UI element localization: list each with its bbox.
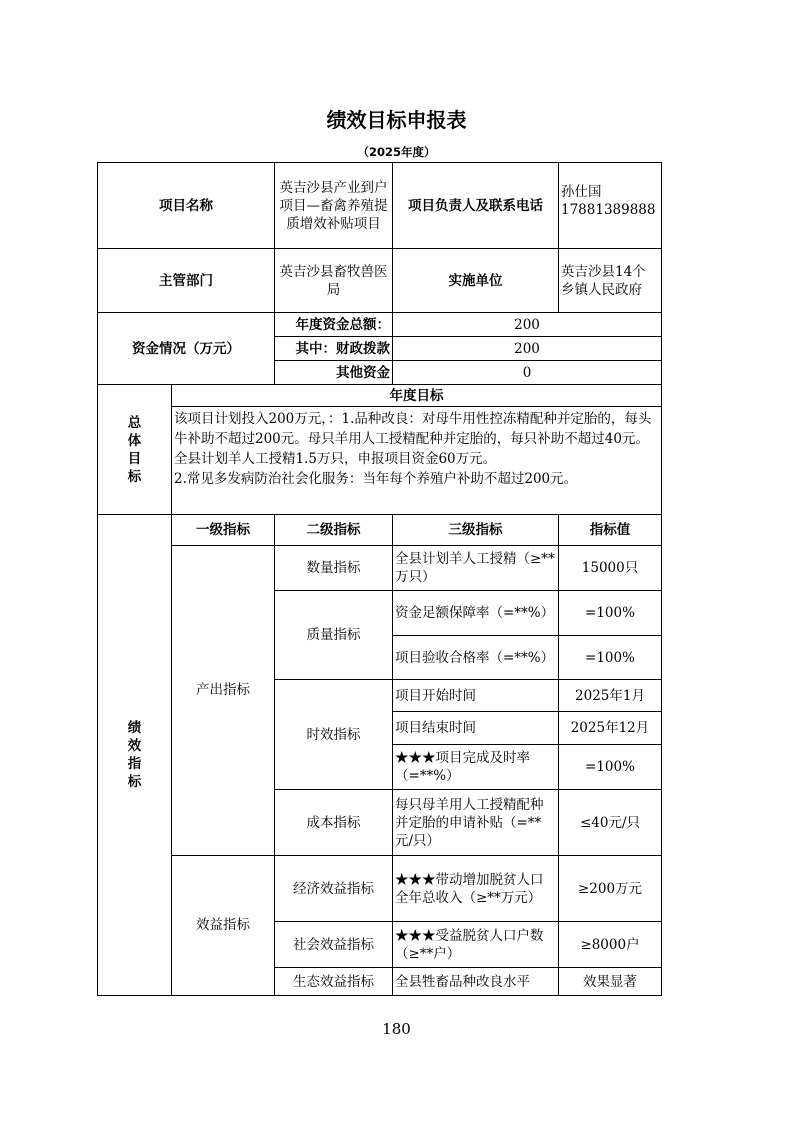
annual-goal-header: 年度目标 <box>172 385 662 407</box>
overall-goal-label: 总体目标 <box>98 385 172 515</box>
funds-other-label: 其他资金 <box>275 361 393 385</box>
performance-form-table <box>97 162 662 996</box>
annual-goal-text <box>172 407 662 515</box>
funds-other-value: 0 <box>393 361 662 385</box>
perf-indicator-label: 绩效指标 <box>98 515 172 996</box>
value-cell: 2025年12月 <box>559 712 662 745</box>
l3-cell: 项目开始时间 <box>393 680 559 712</box>
l2-quantity: 数量指标 <box>275 546 393 591</box>
l3-cell: 项目结束时间 <box>393 712 559 745</box>
perf-header-l2: 二级指标 <box>275 515 393 546</box>
overall-header-row <box>98 385 662 407</box>
overall-text-row <box>98 407 662 515</box>
value-cell: 效果显著 <box>559 968 662 996</box>
funds-row-total <box>98 313 662 337</box>
funds-fiscal-label: 其中：财政拨款 <box>275 337 393 361</box>
page-title: 绩效目标申报表 <box>326 108 467 132</box>
annual-goal-text-1: 该项目计划投入200万元，：1.品种改良：对母牛用性控冻精配种并定胎的，每头牛补助不超过200元。母只羊用人工授精配种并定胎的，每只补助不超过40元。全县计划羊人工授精1.5万只，申报项目资金60万元。 <box>174 411 652 467</box>
table-row <box>98 856 662 922</box>
funds-fiscal-value: 200 <box>393 337 662 361</box>
l2-time: 时效指标 <box>275 680 393 790</box>
value-cell: ≥200万元 <box>559 856 662 922</box>
impl-unit-value: 英吉沙县14个乡镇人民政府 <box>559 249 662 313</box>
perf-header-l1: 一级指标 <box>172 515 275 546</box>
value-cell: =100% <box>559 745 662 790</box>
l2-cost: 成本指标 <box>275 790 393 856</box>
value-cell: =100% <box>559 636 662 680</box>
l3-cell: 全县牲畜品种改良水平 <box>393 968 559 996</box>
l3-cell: 项目验收合格率（=**%） <box>393 636 559 680</box>
perf-header-row <box>98 515 662 546</box>
l2-economic: 经济效益指标 <box>275 856 393 922</box>
l2-ecological: 生态效益指标 <box>275 968 393 996</box>
l3-cell: 每只母羊用人工授精配种并定胎的申请补贴（=**元/只） <box>393 790 559 856</box>
dept-row <box>98 249 662 313</box>
l1-benefit: 效益指标 <box>172 856 275 996</box>
project-name-label: 项目名称 <box>98 163 275 249</box>
l1-output: 产出指标 <box>172 546 275 856</box>
table-row <box>98 546 662 591</box>
annual-goal-text-2: 2.常见多发病防治社会化服务：当年每个养殖户补助不超过200元。 <box>174 471 578 487</box>
l2-quality: 质量指标 <box>275 591 393 680</box>
l2-social: 社会效益指标 <box>275 922 393 968</box>
contact-label: 项目负责人及联系电话 <box>393 163 559 249</box>
l3-cell: ★★★受益脱贫人口户数（≥**户） <box>393 922 559 968</box>
value-cell: 2025年1月 <box>559 680 662 712</box>
dept-value: 英吉沙县畜牧兽医局 <box>275 249 393 313</box>
impl-unit-label: 实施单位 <box>393 249 559 313</box>
report-year: （2025年度） <box>357 145 436 159</box>
perf-header-value: 指标值 <box>559 515 662 546</box>
l3-cell: 全县计划羊人工授精（≥**万只） <box>393 546 559 591</box>
perf-header-l3: 三级指标 <box>393 515 559 546</box>
dept-label: 主管部门 <box>98 249 275 313</box>
l3-cell: ★★★带动增加脱贫人口全年总收入（≥**万元） <box>393 856 559 922</box>
l3-cell: ★★★项目完成及时率（=**%） <box>393 745 559 790</box>
value-cell: 15000只 <box>559 546 662 591</box>
funds-label: 资金情况（万元） <box>98 313 275 385</box>
value-cell: ≥8000户 <box>559 922 662 968</box>
project-row <box>98 163 662 249</box>
l3-cell: 资金足额保障率（=**%） <box>393 591 559 636</box>
contact-value: 孙仕国17881389888 <box>559 163 662 249</box>
project-name-value: 英吉沙县产业到户项目—畜禽养殖提质增效补贴项目 <box>275 163 393 249</box>
funds-total-value: 200 <box>393 313 662 337</box>
value-cell: =100% <box>559 591 662 636</box>
value-cell: ≤40元/只 <box>559 790 662 856</box>
page-number: 180 <box>382 1020 411 1038</box>
funds-total-label: 年度资金总额： <box>275 313 393 337</box>
